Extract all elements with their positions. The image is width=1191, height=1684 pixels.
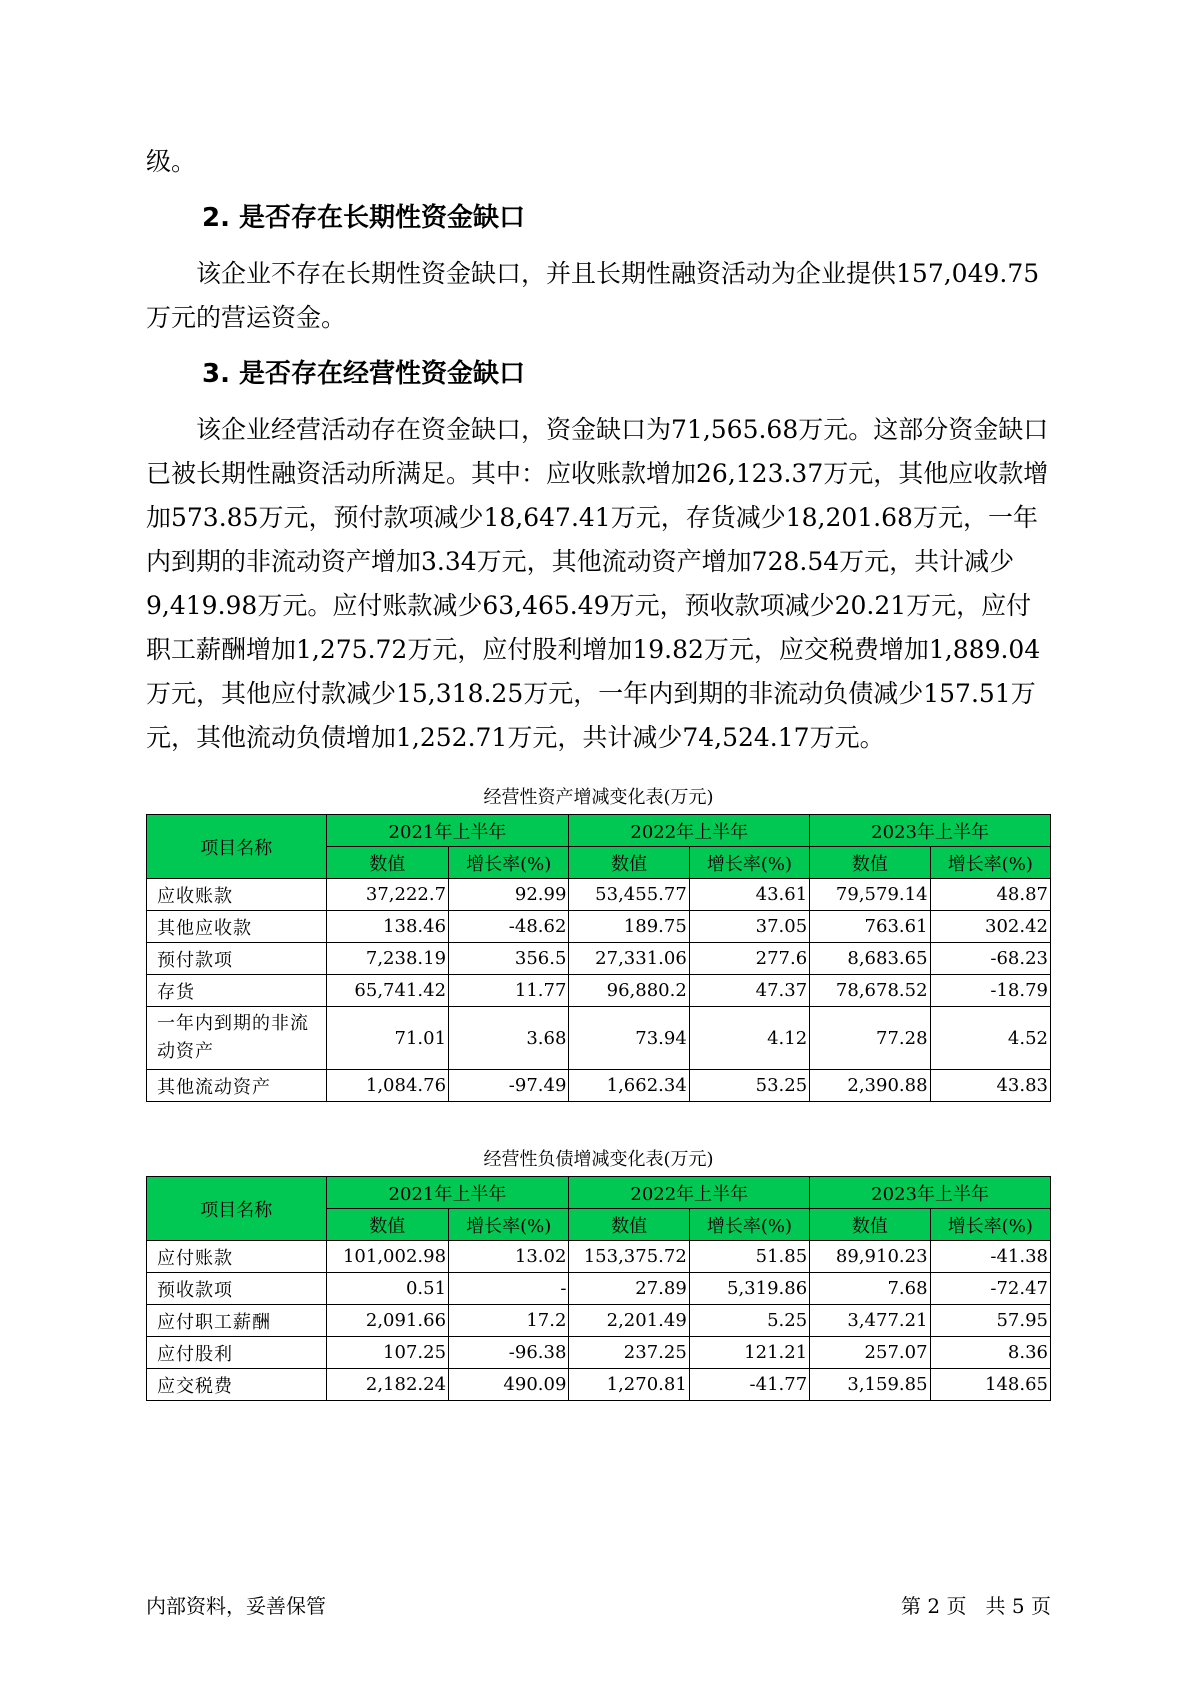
growth-rate-cell: -41.38	[930, 1241, 1050, 1273]
growth-rate-cell: 4.12	[689, 1007, 809, 1070]
liability-value-header: 数值	[810, 1209, 930, 1241]
section-2-body: 该企业不存在长期性资金缺口，并且长期性融资活动为企业提供157,049.75万元的营运资金。	[146, 259, 1040, 332]
value-cell: 27,331.06	[569, 943, 689, 975]
growth-rate-cell: 148.65	[930, 1369, 1050, 1401]
growth-rate-cell: 43.61	[689, 879, 809, 911]
value-cell: 8,683.65	[810, 943, 930, 975]
growth-rate-cell: 3.68	[449, 1007, 569, 1070]
growth-rate-cell: 121.21	[689, 1337, 809, 1369]
liability-rate-header: 增长率(%)	[449, 1209, 569, 1241]
growth-rate-cell: -18.79	[930, 975, 1050, 1007]
liability-name-header: 项目名称	[147, 1177, 327, 1241]
value-cell: 0.51	[326, 1273, 449, 1305]
asset-value-header: 数值	[569, 847, 689, 879]
growth-rate-cell: 11.77	[449, 975, 569, 1007]
row-label: 其他流动资产	[147, 1070, 327, 1102]
liability-value-header: 数值	[326, 1209, 449, 1241]
table-row	[147, 879, 1051, 911]
table-row	[147, 1369, 1051, 1401]
table-row	[147, 943, 1051, 975]
asset-rate-header: 增长率(%)	[449, 847, 569, 879]
asset-period-header: 2023年上半年	[810, 815, 1051, 847]
value-cell: 65,741.42	[326, 975, 449, 1007]
row-label: 存货	[147, 975, 327, 1007]
value-cell: 89,910.23	[810, 1241, 930, 1273]
growth-rate-cell: 5,319.86	[689, 1273, 809, 1305]
growth-rate-cell: 51.85	[689, 1241, 809, 1273]
value-cell: 77.28	[810, 1007, 930, 1070]
growth-rate-cell: 57.95	[930, 1305, 1050, 1337]
table-row	[147, 1337, 1051, 1369]
growth-rate-cell: -48.62	[449, 911, 569, 943]
value-cell: 1,662.34	[569, 1070, 689, 1102]
value-cell: 153,375.72	[569, 1241, 689, 1273]
asset-value-header: 数值	[326, 847, 449, 879]
growth-rate-cell: 356.5	[449, 943, 569, 975]
value-cell: 107.25	[326, 1337, 449, 1369]
growth-rate-cell: -97.49	[449, 1070, 569, 1102]
value-cell: 96,880.2	[569, 975, 689, 1007]
asset-value-header: 数值	[810, 847, 930, 879]
liability-rate-header: 增长率(%)	[930, 1209, 1050, 1241]
asset-rate-header: 增长率(%)	[689, 847, 809, 879]
asset-period-header: 2022年上半年	[569, 815, 810, 847]
value-cell: 2,390.88	[810, 1070, 930, 1102]
value-cell: 73.94	[569, 1007, 689, 1070]
row-label: 预付款项	[147, 943, 327, 975]
row-label: 应付职工薪酬	[147, 1305, 327, 1337]
growth-rate-cell: 277.6	[689, 943, 809, 975]
row-label: 应收账款	[147, 879, 327, 911]
section-3-body: 该企业经营活动存在资金缺口，资金缺口为71,565.68万元。这部分资金缺口已被长期性融资活动所满足。其中：应收账款增加26,123.37万元，其他应收款增加573.85万元，预付款项减少18,647.41万元，存货减少18,201.68万元，一年内到期的非流动资产增加3.34万元，其他流动资产增加728.54万元，共计减少9,419.98万元。应付账款减少63,465.49万元，预收款项减少20.21万元，应付职工薪酬增加1,275.72万元，应付股利增加19.82万元，应交税费增加1,889.04万元，其他应付款减少15,318.25万元，一年内到期的非流动负债减少157.51万元，其他流动负债增加1,252.71万元，共计减少74,524.17万元。	[146, 415, 1049, 752]
value-cell: 138.46	[326, 911, 449, 943]
value-cell: 237.25	[569, 1337, 689, 1369]
asset-table	[146, 814, 1051, 1102]
liability-table	[146, 1176, 1051, 1401]
value-cell: 2,091.66	[326, 1305, 449, 1337]
growth-rate-cell: 5.25	[689, 1305, 809, 1337]
page-footer	[146, 1590, 1051, 1619]
growth-rate-cell: 8.36	[930, 1337, 1050, 1369]
liability-value-header: 数值	[569, 1209, 689, 1241]
table-row	[147, 975, 1051, 1007]
growth-rate-cell: 4.52	[930, 1007, 1050, 1070]
growth-rate-cell: -	[449, 1273, 569, 1305]
row-label: 一年内到期的非流动资产	[147, 1007, 327, 1070]
growth-rate-cell: 17.2	[449, 1305, 569, 1337]
liability-period-header: 2021年上半年	[326, 1177, 569, 1209]
table-row	[147, 1070, 1051, 1102]
value-cell: 53,455.77	[569, 879, 689, 911]
liability-table-body	[147, 1241, 1051, 1401]
value-cell: 763.61	[810, 911, 930, 943]
growth-rate-cell: 37.05	[689, 911, 809, 943]
asset-period-header: 2021年上半年	[326, 815, 569, 847]
growth-rate-cell: 53.25	[689, 1070, 809, 1102]
value-cell: 27.89	[569, 1273, 689, 1305]
table-row	[147, 1007, 1051, 1070]
liability-period-header: 2022年上半年	[569, 1177, 810, 1209]
footer-confidential-note: 内部资料，妥善保管	[146, 1594, 326, 1618]
row-label: 应付股利	[147, 1337, 327, 1369]
asset-table-body	[147, 879, 1051, 1102]
growth-rate-cell: 43.83	[930, 1070, 1050, 1102]
row-label: 预收款项	[147, 1273, 327, 1305]
value-cell: 1,084.76	[326, 1070, 449, 1102]
document-body	[146, 140, 1051, 1401]
table-row	[147, 1241, 1051, 1273]
value-cell: 2,201.49	[569, 1305, 689, 1337]
footer-page-number: 第 2 页 共 5 页	[901, 1594, 1051, 1618]
value-cell: 78,678.52	[810, 975, 930, 1007]
value-cell: 71.01	[326, 1007, 449, 1070]
liability-rate-header: 增长率(%)	[689, 1209, 809, 1241]
row-label: 其他应收款	[147, 911, 327, 943]
value-cell: 37,222.7	[326, 879, 449, 911]
table-row	[147, 1305, 1051, 1337]
section-2-heading: 2. 是否存在长期性资金缺口	[202, 203, 526, 233]
growth-rate-cell: 48.87	[930, 879, 1050, 911]
asset-name-header: 项目名称	[147, 815, 327, 879]
growth-rate-cell: -41.77	[689, 1369, 809, 1401]
value-cell: 2,182.24	[326, 1369, 449, 1401]
growth-rate-cell: 47.37	[689, 975, 809, 1007]
table-row	[147, 1273, 1051, 1305]
growth-rate-cell: 13.02	[449, 1241, 569, 1273]
growth-rate-cell: 92.99	[449, 879, 569, 911]
growth-rate-cell: -68.23	[930, 943, 1050, 975]
value-cell: 3,477.21	[810, 1305, 930, 1337]
growth-rate-cell: -72.47	[930, 1273, 1050, 1305]
value-cell: 7.68	[810, 1273, 930, 1305]
value-cell: 257.07	[810, 1337, 930, 1369]
value-cell: 189.75	[569, 911, 689, 943]
asset-rate-header: 增长率(%)	[930, 847, 1050, 879]
liability-period-header: 2023年上半年	[810, 1177, 1051, 1209]
table-row	[147, 911, 1051, 943]
liability-table-title: 经营性负债增减变化表(万元)	[483, 1149, 714, 1170]
value-cell: 7,238.19	[326, 943, 449, 975]
value-cell: 101,002.98	[326, 1241, 449, 1273]
value-cell: 1,270.81	[569, 1369, 689, 1401]
value-cell: 79,579.14	[810, 879, 930, 911]
section-3-heading: 3. 是否存在经营性资金缺口	[202, 359, 526, 389]
value-cell: 3,159.85	[810, 1369, 930, 1401]
row-label: 应交税费	[147, 1369, 327, 1401]
intro-paragraph: 级。	[146, 147, 197, 176]
growth-rate-cell: 490.09	[449, 1369, 569, 1401]
row-label: 应付账款	[147, 1241, 327, 1273]
asset-table-title: 经营性资产增减变化表(万元)	[483, 787, 714, 808]
growth-rate-cell: 302.42	[930, 911, 1050, 943]
growth-rate-cell: -96.38	[449, 1337, 569, 1369]
